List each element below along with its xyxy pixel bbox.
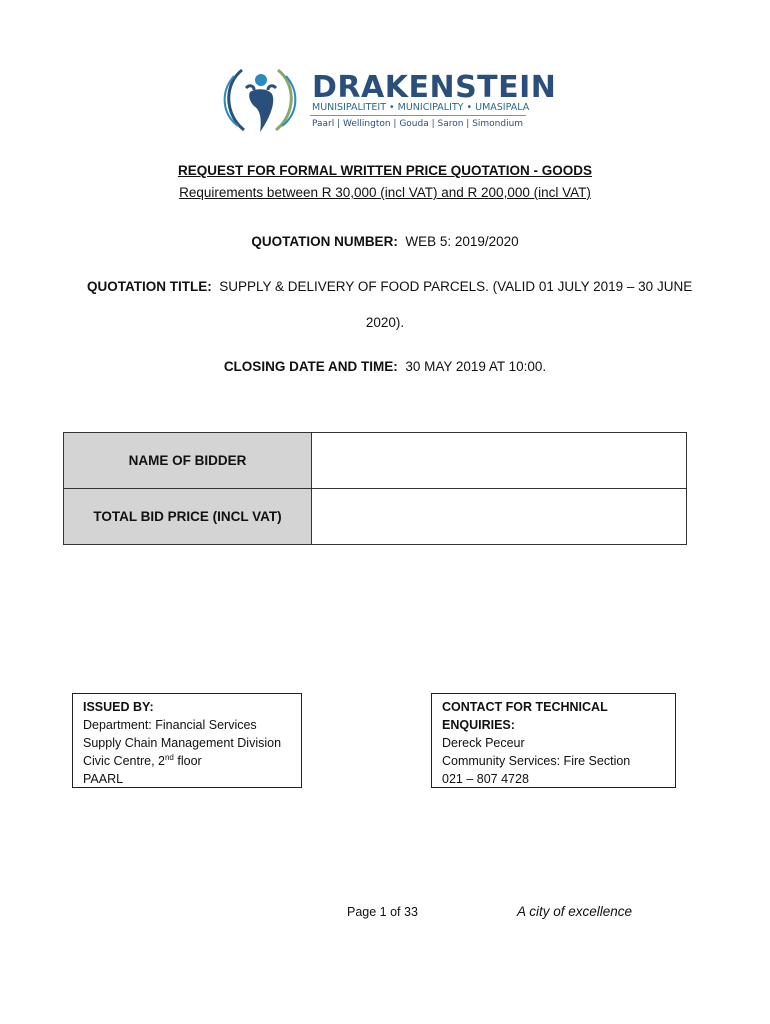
document-title: REQUEST FOR FORMAL WRITTEN PRICE QUOTATION - GOODS (178, 163, 592, 178)
bid-price-label: TOTAL BID PRICE (INCL VAT) (64, 489, 312, 545)
issued-by-division: Supply Chain Management Division (83, 736, 282, 750)
quotation-title-continued: 2020). (365, 315, 405, 330)
closing-date (0, 359, 770, 374)
bid-table-row (64, 433, 687, 489)
closing-date-label: CLOSING DATE AND TIME: (223, 359, 398, 374)
closing-date-value: 30 MAY 2019 AT 10:00. (405, 359, 547, 374)
quotation-number-value: WEB 5: 2019/2020 (405, 234, 519, 249)
drakenstein-emblem-icon (220, 62, 300, 136)
technical-contact-box (431, 693, 676, 788)
issued-by-location: Civic Centre, 2nd floor (83, 752, 202, 768)
requirements-line: Requirements between R 30,000 (incl VAT) and R 200,000 (incl VAT) (179, 185, 591, 200)
drakenstein-logo (220, 62, 557, 136)
footer-motto: A city of excellence (517, 904, 633, 919)
bid-table-row (64, 489, 687, 545)
issued-by-city: PAARL (83, 772, 124, 786)
technical-contact-department: Community Services: Fire Section (442, 754, 631, 768)
quotation-number (0, 234, 770, 249)
quotation-title (87, 279, 692, 294)
logo-subtitle: MUNISIPALITEIT • MUNICIPALITY • UMASIPALA (312, 102, 530, 113)
issued-by-box (72, 693, 302, 788)
quotation-title-label: QUOTATION TITLE: (87, 279, 212, 294)
quotation-title-value: SUPPLY & DELIVERY OF FOOD PARCELS. (VALID 01 JULY 2019 – 30 JUNE (219, 279, 693, 294)
issued-by-department: Department: Financial Services (83, 718, 257, 732)
logo-towns: Paarl | Wellington | Gouda | Saron | Simondium (312, 119, 524, 129)
bid-price-field[interactable] (312, 489, 687, 545)
bid-table (63, 432, 687, 545)
bidder-name-field[interactable] (312, 433, 687, 489)
bidder-name-label: NAME OF BIDDER (64, 433, 312, 489)
technical-contact-name: Dereck Peceur (442, 736, 525, 750)
quotation-number-label: QUOTATION NUMBER: (251, 234, 398, 249)
issued-by-title: ISSUED BY: (83, 700, 154, 714)
technical-contact-phone: 021 – 807 4728 (442, 772, 529, 786)
logo-name: DRAKENSTEIN (312, 70, 557, 105)
page-number: Page 1 of 33 (347, 905, 418, 919)
logo-divider (310, 115, 526, 116)
technical-contact-title: CONTACT FOR TECHNICAL ENQUIRIES: (442, 700, 608, 732)
